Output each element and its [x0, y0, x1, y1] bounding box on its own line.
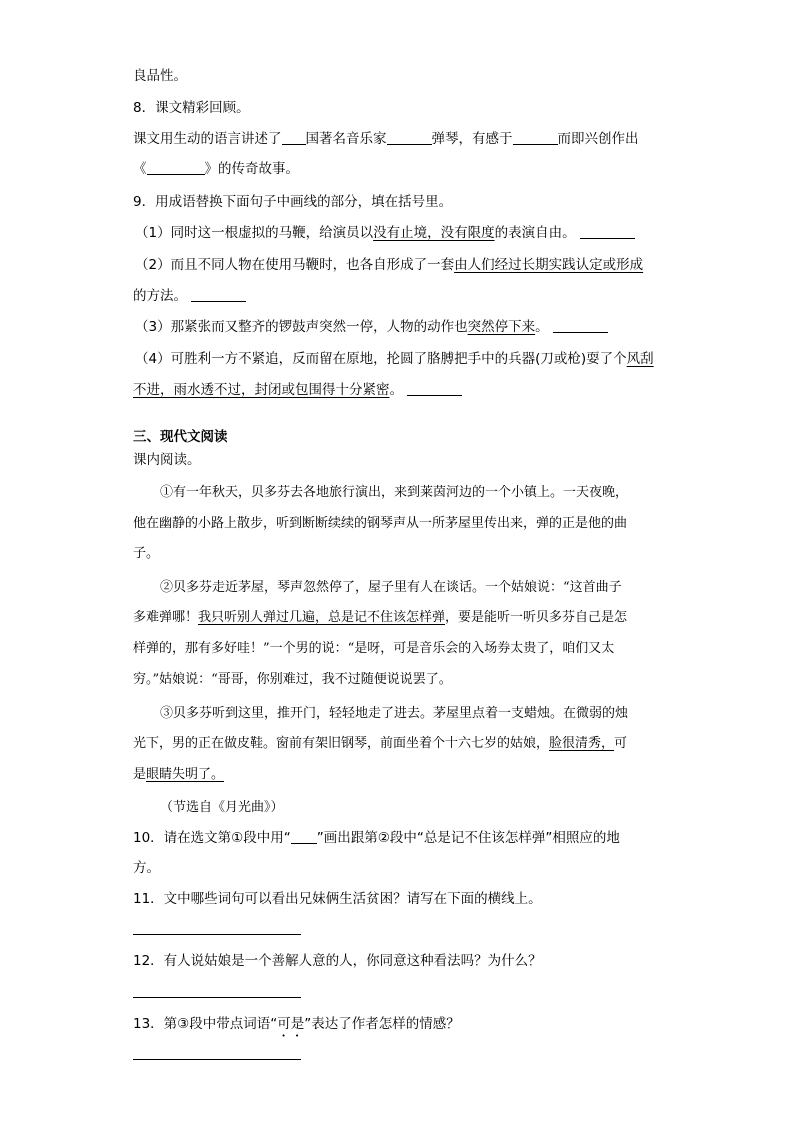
text: 良品性。 [133, 68, 187, 84]
question-9-item-4-cont [133, 380, 462, 400]
passage-line [133, 765, 224, 785]
text: 而即兴创作出 [557, 131, 639, 147]
underlined-text: 不进，雨水透不过，封闭或包围得十分紧密 [133, 382, 390, 398]
question-9-item-2-cont [133, 286, 246, 306]
text: 是 [133, 767, 147, 782]
text: 穷。”姑娘说：“哥哥，你别难过，我不过随便说说罢了。 [133, 672, 452, 687]
underlined-text: 眼睛失明了。 [146, 767, 225, 782]
fill-blank[interactable] [147, 160, 205, 175]
fill-blank[interactable] [513, 130, 558, 145]
text: 》的传奇故事。 [204, 161, 299, 177]
underline-mark [291, 829, 317, 844]
answer-blank[interactable] [191, 287, 246, 302]
text: 的方法。 [133, 288, 187, 304]
text: 课内阅读。 [133, 452, 201, 468]
question-10 [133, 828, 620, 848]
text: 10．请在选文第①段中用“ [133, 830, 291, 846]
text: 样弹的，那有多好哇！”一个男的说：“是呀，可是音乐会的入场券太贵了，咱们又太 [133, 641, 615, 656]
text: 弹琴，有感于 [431, 131, 513, 147]
underlined-text: 风刮 [626, 351, 654, 367]
section-heading [133, 427, 228, 447]
question-13 [133, 1014, 460, 1040]
text: 9．用成语替换下面句子中画线的部分，填在括号里。 [133, 194, 453, 210]
passage-line [133, 514, 627, 534]
underlined-text: 没有止境，没有限度 [373, 225, 495, 241]
answer-line[interactable] [133, 1059, 301, 1060]
question-8-title [133, 98, 250, 118]
question-8-line-2 [133, 159, 299, 179]
text: ③贝多芬听到这里，推开门，轻轻地走了进去。茅屋里点着一支蜡烛。在微弱的烛 [160, 706, 629, 721]
question-10-cont [133, 858, 160, 878]
question-9-item-4 [135, 349, 654, 369]
underlined-text: 脸很清秀， [549, 736, 615, 751]
text: （1）同时这一根虚拟的马鞭，给演员以 [135, 225, 374, 241]
underlined-text: 我只听别人弹过几遍，总是记不住该怎样弹 [198, 610, 446, 625]
text: 。 [535, 319, 549, 335]
text: ①有一年秋天，贝多芬去各地旅行演出，来到莱茵河边的一个小镇上。一天夜晚， [160, 485, 629, 500]
answer-blank[interactable] [553, 318, 608, 333]
answer-blank[interactable] [580, 224, 635, 239]
text: 课文用生动的语言讲述了 [133, 131, 282, 147]
fill-blank[interactable] [282, 130, 306, 145]
text: 12．有人说姑娘是一个善解人意的人，你同意这种看法吗？为什么？ [133, 953, 542, 969]
text: 的表演自由。 [494, 225, 576, 241]
text: （4）可胜利一方不紧追，反而留在原地，抡圆了胳膊把手中的兵器(刀或枪)耍了个 [135, 351, 627, 367]
text: 13．第③段中带点词语“ [133, 1016, 278, 1032]
text: 三、现代文阅读 [133, 429, 228, 445]
text: （节选自《月光曲》） [160, 800, 284, 815]
passage-line [133, 734, 627, 754]
answer-line[interactable] [133, 934, 301, 935]
question-8-line [133, 129, 639, 149]
passage-line [160, 483, 628, 503]
passage-line [133, 608, 627, 628]
text: 光下，男的正在做皮鞋。窗前有架旧钢琴，前面坐着个十六七岁的姑娘， [133, 736, 550, 751]
text: 可 [614, 736, 628, 751]
fill-blank[interactable] [387, 130, 432, 145]
section-subheading [133, 450, 201, 470]
passage-line [160, 704, 628, 724]
passage-line [160, 578, 622, 598]
text: 11．文中哪些词句可以看出兄妹俩生活贫困？请写在下面的横线上。 [133, 891, 542, 907]
passage-line [133, 639, 614, 659]
text: 8．课文精彩回顾。 [133, 100, 250, 116]
text: ”表达了作者怎样的情感？ [304, 1016, 460, 1032]
text: （2）而且不同人物在使用马鞭时，也各自形成了一套 [135, 257, 455, 273]
text: 《 [133, 161, 147, 177]
answer-line[interactable] [133, 997, 301, 998]
question-9-item-2 [135, 255, 643, 275]
text: ，要是能听一听贝多芬自己是怎 [445, 610, 628, 625]
passage-line [133, 544, 159, 564]
passage-source [160, 798, 284, 818]
dotted-word: 可是 [277, 1016, 305, 1032]
underlined-text: 由人们经过长期实践认定或形成 [454, 257, 644, 273]
question-9-item-3 [135, 317, 608, 337]
text: （3）那紧张而又整齐的锣鼓声突然一停，人物的动作也 [135, 319, 468, 335]
question-12 [133, 951, 542, 971]
text-line [133, 66, 187, 86]
text: 多难弹哪！ [133, 610, 199, 625]
underlined-text: 突然停下来 [467, 319, 536, 335]
text: 国著名音乐家 [305, 131, 387, 147]
text: ②贝多芬走近茅屋，琴声忽然停了，屋子里有人在谈话。一个姑娘说：“这首曲子 [160, 580, 622, 595]
text: 。 [389, 382, 403, 398]
text: 他在幽静的小路上散步，听到断断续续的钢琴声从一所茅屋里传出来，弹的正是他的曲 [133, 516, 628, 531]
question-9-item-1 [135, 223, 635, 243]
text: ”画出跟第②段中“总是记不住该怎样弹”相照应的地 [316, 830, 620, 846]
answer-blank[interactable] [407, 381, 462, 396]
text: 方。 [133, 860, 160, 876]
question-9-title [133, 192, 452, 212]
passage-line [133, 670, 452, 690]
question-11 [133, 889, 542, 909]
text: 子。 [133, 546, 160, 561]
